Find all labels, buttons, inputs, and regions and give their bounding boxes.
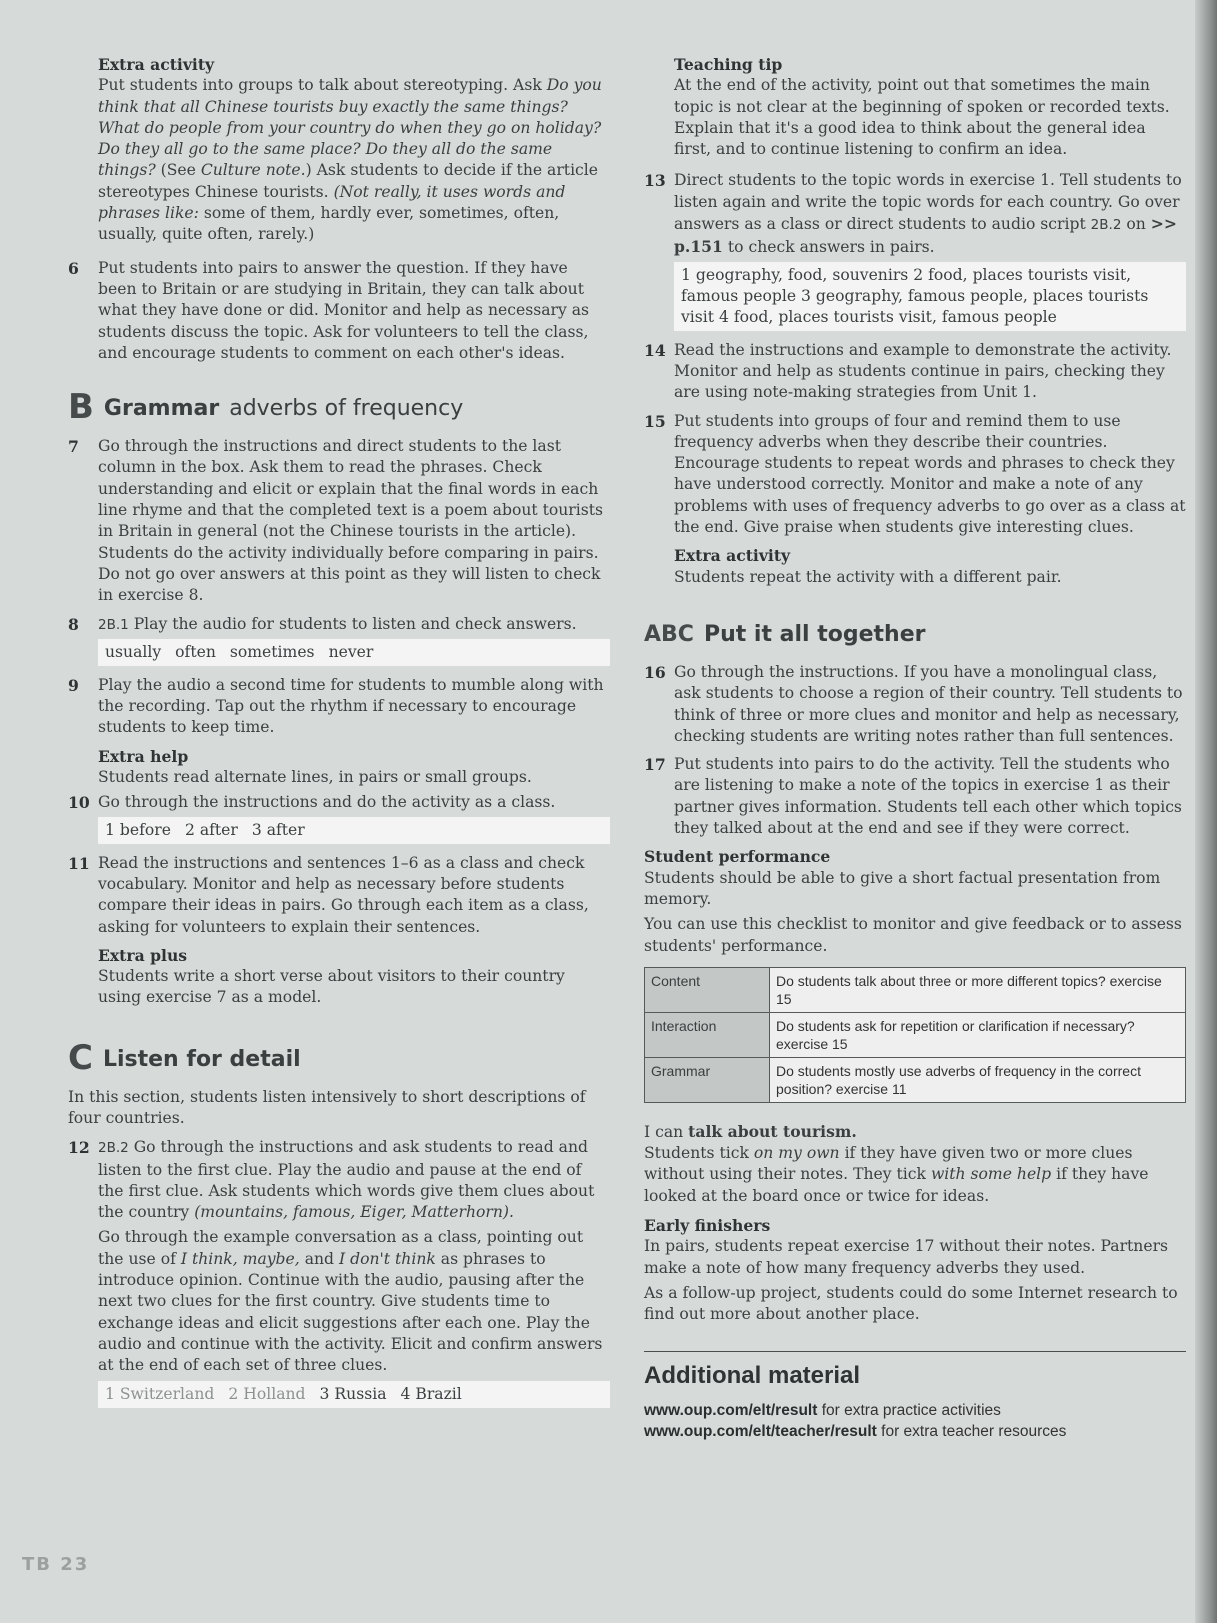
exercise-text: 2B.2 Go through the instructions and ask students to read and listen to the first clue. Play the audio and pause at the end of the first clue. Ask students which words give them clues about the country (mountains, famous, Eiger, Matterhorn). [98,1138,595,1222]
exercise-number: 17 [644,755,666,775]
performance-checklist-table [644,967,1186,1103]
answer-box-13 [674,262,1186,331]
early-finishers [644,1215,1186,1325]
exercise-text: Go through the instructions and direct students to the last column in the box. Ask them to read the phrases. Check understanding and elicit or explain that the final words in each line rhyme and that the completed text is a poem about tourists in Britain in general (not the Chinese tourists in the article). Students do the activity individually before comparing in pairs. Do not go over answers at this point as they will listen to check in exercise 8. [98,437,604,605]
answer-item: 1 before [105,820,171,839]
exercise-text: 2B.1 Play the audio for students to listen and check answers. [98,614,577,633]
extra-help-text: Students read alternate lines, in pairs or small groups. [98,768,532,787]
extra-activity-box [98,54,610,246]
exercise-text: Play the audio a second time for students to mumble along with the recording. Tap out the rhythm if necessary to encourage students to keep time. [98,675,604,737]
answer-item: often [175,642,216,661]
table-row-value: Do students talk about three or more different topics? exercise 15 [770,967,1186,1012]
exercise-number: 8 [68,614,79,634]
section-letter: ABC [644,621,694,647]
left-column [68,52,610,1417]
section-title: Put it all together [703,621,926,647]
early-finishers-text: As a follow-up project, students could do some Internet research to find out more about another place. [644,1283,1178,1324]
exercise-number: 12 [68,1138,90,1158]
early-finishers-heading: Early finishers [644,1215,771,1235]
exercise-15 [644,411,1186,539]
resource-link[interactable]: www.oup.com/elt/teacher/result [644,1423,877,1441]
exercise-text: Read the instructions and example to demonstrate the activity. Monitor and help as students continue in pairs, checking they are using note-making strategies from Unit 1. [674,340,1172,402]
table-row [645,967,1186,1012]
i-can-heading: I can talk about tourism. [644,1121,857,1141]
divider [644,1351,1186,1352]
exercise-text: Go through the instructions and do the activity as a class. [98,793,556,812]
answer-item: 1 Switzerland [105,1384,215,1403]
exercise-6 [68,258,610,364]
teaching-tip-heading: Teaching tip [674,55,783,74]
answer-item: 3 after [251,820,305,839]
section-b-heading [68,387,610,428]
page-ref: >> p.151 [674,214,1177,257]
additional-material-title: Additional material [644,1362,861,1390]
exercise-13 [644,170,1186,258]
exercise-16 [644,662,1186,747]
answer-item: usually [105,642,162,661]
page-edge-shadow [1195,0,1217,1623]
exercise-number: 6 [68,258,79,278]
exercise-14 [644,340,1186,404]
section-letter: B [68,387,94,428]
extra-plus-heading: Extra plus [98,945,188,965]
answer-item: 3 Russia [319,1384,387,1403]
extra-activity-text: Put students into groups to talk about stereotyping. Ask Do you think that all Chinese tourists buy exactly the same things? What do people from your country do when they go on holiday? Do they all go to the same place? Do they all do the same things? (See Culture note.) Ask students to decide if the article stereotypes Chinese tourists. (Not really, it uses words and phrases like: some of them, hardly ever, sometimes, often, usually, quite often, rarely.) [98,76,602,244]
exercise-number: 9 [68,675,79,695]
exercise-number: 14 [644,340,666,360]
table-row-value: Do students ask for repetition or clarification if necessary? exercise 15 [770,1012,1186,1057]
right-column [644,52,1186,1442]
audio-ref: 2B.1 [98,616,129,633]
section-subtitle: adverbs of frequency [229,396,464,422]
audio-ref: 2B.2 [1090,217,1122,234]
table-row-label: Grammar [645,1057,770,1102]
exercise-number: 13 [644,171,666,191]
section-letter: C [68,1037,93,1078]
section-abc-heading [644,622,1186,648]
exercise-text: Put students into pairs to do the activity. Tell the students who are listening to make a note of the topics in exercise 1 as their partner gives information. Students tell each other which topics they talked about at the end and see if they were correct. [674,755,1182,838]
answer-box-8 [98,639,610,666]
exercise-10 [68,792,610,813]
table-row-label: Content [645,967,770,1012]
teaching-tip-text: At the end of the activity, point out that sometimes the main topic is not clear at the beginning of spoken or recorded texts. Explain that it's a good idea to think about the general idea first, and to continue listening to confirm an idea. [674,76,1170,159]
exercise-number: 11 [68,853,90,873]
student-performance-text: You can use this checklist to monitor and give feedback or to assess students' performance. [644,915,1182,955]
student-performance-heading: Student performance [644,847,831,867]
answer-text: 1 geography, food, souvenirs 2 food, places tourists visit, famous people 3 geography, famous people, places tourists visit 4 food, places tourists visit, famous people [681,265,1149,326]
extra-help-heading: Extra help [98,746,189,766]
answer-box-12 [98,1381,610,1408]
extra-activity-box-2 [674,545,1186,588]
teaching-tip-box [674,54,1186,160]
i-can-text: Students tick on my own if they have given two or more clues without using their notes. They tick with some help if they have looked at the board once or twice for ideas. [644,1144,1149,1205]
extra-activity-heading: Extra activity [674,546,791,566]
answer-item: 2 Holland [228,1384,306,1403]
early-finishers-text: In pairs, students repeat exercise 17 without their notes. Partners make a note of how many frequency adverbs they used. [644,1237,1169,1277]
answer-item: never [328,642,374,661]
exercise-7 [68,436,610,606]
section-title: Grammar [103,396,220,422]
student-performance-text: Students should be able to give a short factual presentation from memory. [644,868,1161,908]
exercise-9 [68,675,610,739]
answer-box-10 [98,817,610,844]
exercise-text: Go through the instructions. If you have a monolingual class, ask students to choose a region of their country. Tell students to think of three or more clues and monitor and help as necessary, checking students are writing notes rather than full sentences. [674,662,1183,745]
additional-material [644,1362,1186,1442]
exercise-17 [644,754,1186,839]
extra-activity-heading: Extra activity [98,55,215,74]
table-row-value: Do students mostly use adverbs of frequency in the correct position? exercise 11 [770,1057,1186,1102]
exercise-text: Put students into groups of four and remind them to use frequency adverbs when they describe their countries. Encourage students to repeat words and phrases to check they have understood correctly. Monitor and make a note of any problems with uses of frequency adverbs to go over as a class at the end. Give praise when students give interesting clues. [674,411,1186,537]
exercise-8 [68,614,610,636]
answer-item: 2 after [184,820,238,839]
exercise-number: 7 [68,437,79,457]
exercise-text: Read the instructions and sentences 1–6 as a class and check vocabulary. Monitor and help as necessary before students compare their ideas in pairs. Go through each item as a class, asking for volunteers to explain their sentences. [98,853,589,936]
extra-plus-box [98,945,610,1009]
table-row-label: Interaction [645,1012,770,1057]
student-performance [644,846,1186,1102]
answer-item: 4 Brazil [400,1384,462,1403]
answer-item: sometimes [229,642,315,661]
table-row [645,1012,1186,1057]
exercise-text: Direct students to the topic words in exercise 1. Tell students to listen again and write the topic words for each country. Go over answers as a class or direct students to audio script 2B.2 on >> p.151 to check answers in pairs. [674,171,1182,257]
exercise-number: 15 [644,411,666,431]
additional-material-line: www.oup.com/elt/result for extra practice activities [644,1402,1001,1420]
extra-help-box [98,746,610,789]
extra-activity-text: Students repeat the activity with a different pair. [674,567,1062,586]
page-number: TB 23 [22,1554,90,1575]
exercise-12-paragraph-2: Go through the example conversation as a class, pointing out the use of I think, maybe, and I don't think as phrases to introduce opinion. Continue with the audio, pausing after the next two clues for the first country. Give students time to exchange ideas and elicit suggestions after each one. Play the audio and continue with the activity. Elicit and confirm answers at the end of each set of three clues. [98,1228,603,1375]
resource-link[interactable]: www.oup.com/elt/result [644,1402,818,1420]
section-c-intro: In this section, students listen intensively to short descriptions of four countries. [68,1087,586,1127]
exercise-text: Put students into pairs to answer the question. If they have been to Britain or are studying in Britain, they can talk about what they have done or did. Monitor and help as necessary as students discuss the topic. Ask for volunteers to tell the class, and encourage students to comment on each other's ideas. [98,258,590,362]
exercise-number: 16 [644,662,666,682]
exercise-number: 10 [68,793,90,813]
exercise-12 [68,1137,610,1223]
table-row [645,1057,1186,1102]
section-c-heading [68,1037,610,1078]
additional-material-line: www.oup.com/elt/teacher/result for extra teacher resources [644,1423,1067,1441]
section-title: Listen for detail [102,1046,301,1072]
exercise-11 [68,853,610,938]
audio-ref: 2B.2 [98,1140,129,1157]
extra-plus-text: Students write a short verse about visitors to their country using exercise 7 as a model. [98,967,565,1007]
i-can-statement [644,1121,1186,1207]
